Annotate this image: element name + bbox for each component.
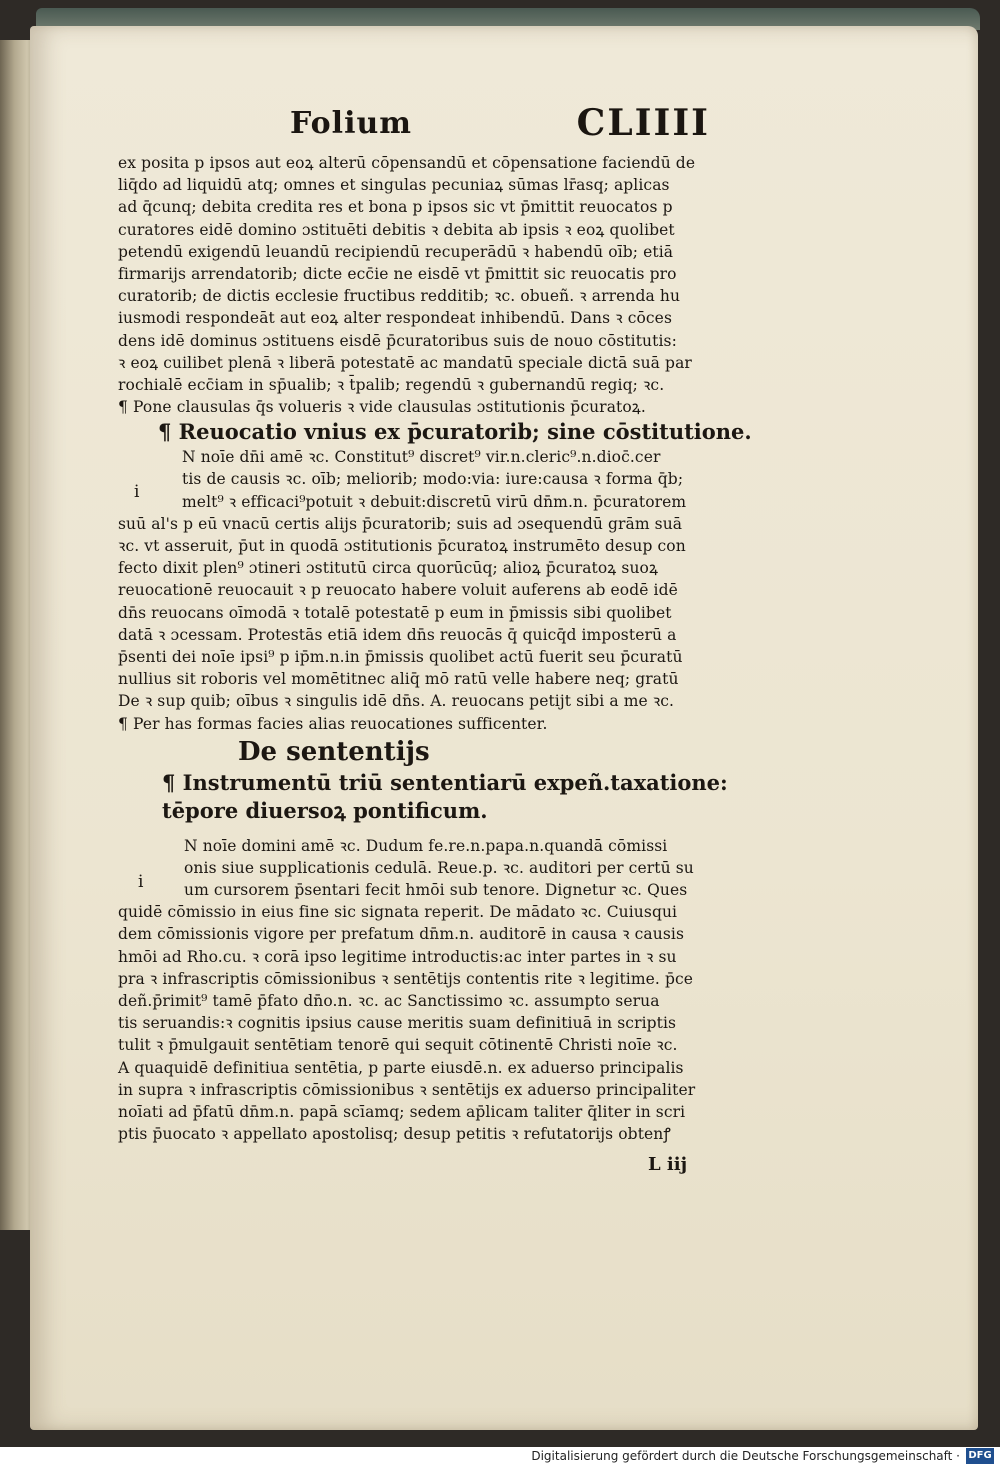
text-line: tis de causis ꝛc. oīb; meliorib; modo:via: iure:causa ꝛ forma q̄b; [182, 470, 684, 489]
text-line: pra ꝛ infrascriptis cōmissionibus ꝛ sentētijs contentis rite ꝛ legitime. p̄ce [118, 969, 694, 988]
section-heading: ¶ Reuocatio vnius ex p̄curatorib; sine cōstitutione. [158, 419, 752, 445]
running-head [280, 102, 710, 152]
text-line: ptis p̄uocato ꝛ appellato apostolisq; desup petitis ꝛ refutatorijs obtenꝭ [118, 1125, 671, 1144]
text-line: quidē cōmissio in eius fine sic signata reperit. De mādato ꝛc. Cuiusqui [118, 903, 678, 922]
text-line: dem cōmissionis vigore per prefatum dn̄m.n. auditorē in causa ꝛ causis [118, 925, 685, 944]
folio-word: Folium [290, 106, 413, 141]
text-line: p̄senti dei noīe ipsi⁹ p ip̄m.n.in p̄missis quolibet actū fuerit seu p̄curatū [118, 647, 683, 666]
text-line: ꝛ eoꝝ cuilibet plenā ꝛ liberā potestatē ac mandatū speciale dictā suā par [118, 353, 692, 372]
marginal-note: i [134, 482, 140, 502]
text-line: fecto dixit plen⁹ ɔtineri ɔstitutū circa quorūcūq; alioꝝ p̄curatoꝝ suoꝝ [118, 559, 659, 578]
footer-credit: Digitalisierung gefördert durch die Deutsche Forschungsgemeinschaft · [531, 1449, 960, 1463]
text-line: noīati ad p̄fatū dn̄m.n. papā scīamq; sedem ap̄licam taliter q̄liter in scri [118, 1102, 686, 1121]
text-line: in supra ꝛ infrascriptis cōmissionibus ꝛ sentētijs ex aduerso principaliter [118, 1080, 696, 1099]
text-line: dens idē dominus ɔstituens eisdē p̄curatoribus suis de nouo cōstitutis: [118, 331, 677, 350]
text-line: um cursorem p̄sentari fecit hmōi sub tenore. Dignetur ꝛc. Ques [184, 881, 688, 900]
text-line: curatorib; de dictis ecclesie fructibus redditib; ꝛc. obueñ. ꝛ arrenda hu [118, 287, 681, 306]
text-line: datā ꝛ ɔcessam. Protestās etiā idem dn̄s reuocās q̄ quicq̄d imposterū a [118, 625, 677, 644]
chapter-heading: De sententijs [238, 736, 430, 767]
text-line: A quaquidē definitiua sentētia, p parte eiusdē.n. ex aduerso principalis [118, 1058, 684, 1077]
text-line: suū al's p eū vnacū certis alijs p̄curatorib; suis ad ɔsequendū grām suā [118, 514, 683, 533]
text-line: ex posita p ipsos aut eoꝝ alterū cōpensandū et cōpensatione faciendū de [118, 154, 696, 172]
text-line: N noīe dn̄i amē ꝛc. Constitut⁹ discret⁹ vir.n.cleric⁹.n.dioc̄.cer [182, 448, 661, 467]
text-line: dn̄s reuocans oīmodā ꝛ totalē potestatē p eum in p̄missis sibi quolibet [118, 603, 672, 622]
signature-mark: L iij [648, 1154, 688, 1175]
text-line: liq̄do ad liquidū atq; omnes et singulas pecuniaꝝ sūmas lr̄asq; aplicas [118, 176, 670, 195]
text-line: ꝛc. vt asseruit, p̄ut in quodā ɔstitutionis p̄curatoꝝ instrumēto desup con [118, 537, 686, 555]
footer-bar [0, 1447, 1000, 1467]
text-line: ¶ Per has formas facies alias reuocationes sufficenter. [118, 714, 548, 733]
text-line: petendū exigendū leuandū recipiendū recuperādū ꝛ habendū oīb; etiā [118, 242, 674, 261]
text-line: N noīe domini amē ꝛc. Dudum fe.re.n.papa.n.quandā cōmissi [184, 836, 668, 855]
section-heading: tēpore diuersoꝝ pontificum. [162, 797, 488, 823]
text-line: curatores eidē domino ɔstituēti debitis ꝛ debita ab ipsis ꝛ eoꝝ quolibet [118, 220, 675, 239]
dfg-logo: DFG [966, 1448, 994, 1464]
text-line: tis seruandis:ꝛ cognitis ipsius cause meritis suam definitiuā in scriptis [118, 1014, 677, 1033]
text-line: ¶ Pone clausulas q̄s volueris ꝛ vide clausulas ɔstitutionis p̄curatoꝝ. [118, 398, 646, 417]
text-line: ad q̄cunq; debita credita res et bona p ipsos sic vt p̄mittit reuocatos p [118, 198, 673, 217]
text-line: rochialē ecc̄iam in sp̄ualib; ꝛ t̄palib; regendū ꝛ gubernandū regiq; ꝛc. [118, 375, 665, 394]
text-line: De ꝛ sup quib; oībus ꝛ singulis idē dn̄s. A. reuocans petijt sibi a me ꝛc. [118, 692, 675, 711]
text-line: reuocationē reuocauit ꝛ p reuocato habere voluit auferens ab eodē idē [118, 581, 678, 600]
text-line: onis siue supplicationis cedulā. Reue.p. ꝛc. auditori per certū su [184, 858, 694, 877]
folio-number: CLIIII [576, 102, 710, 144]
text-block [118, 152, 798, 1145]
text-line: tulit ꝛ p̄mulgauit sentētiam tenorē qui sequit cōtinentē Christi noīe ꝛc. [118, 1036, 678, 1055]
text-line: firmarijs arrendatorib; dicte ecc̄ie ne eisdē vt p̄mittit sic reuocatis pro [118, 264, 677, 283]
text-line: nullius sit roboris vel momētitnec aliq̄ mō ratū velle habere neq; gratū [118, 670, 679, 689]
text-line: deñ.p̄rimit⁹ tamē p̄fato dn̄o.n. ꝛc. ac Sanctissimo ꝛc. assumpto serua [118, 992, 660, 1010]
marginal-note: i [138, 872, 144, 892]
section-heading: ¶ Instrumentū triū sententiarū expeñ.taxatione: [162, 769, 728, 795]
text-line: hmōi ad Rho.cu. ꝛ corā ipso legitime introductis:ac inter partes in ꝛ su [118, 947, 677, 966]
text-line: iusmodi respondeāt aut eoꝝ alter respondeat inhibendū. Dans ꝛ cōces [118, 309, 673, 328]
text-line: melt⁹ ꝛ efficaci⁹potuit ꝛ debuit:discretū virū dn̄m.n. p̄curatorem [182, 492, 687, 511]
